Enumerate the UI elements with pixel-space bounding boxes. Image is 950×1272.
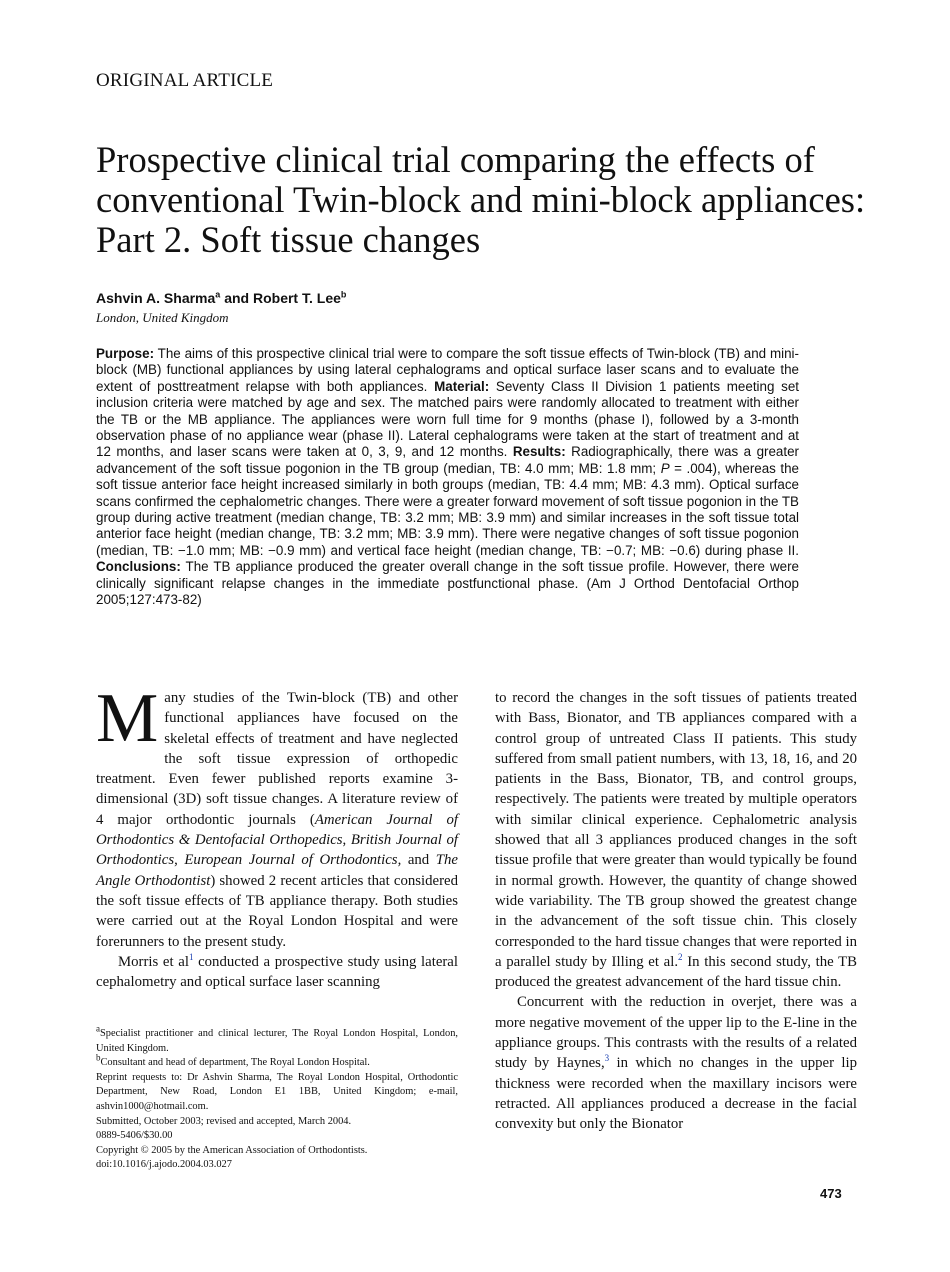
page-number: 473 — [820, 1186, 842, 1201]
author-connector: and — [220, 290, 253, 306]
body-paragraph — [495, 688, 857, 992]
journal-name: The Angle Orthodontist — [96, 852, 458, 889]
footnote-reprint: Reprint requests to: Dr Ashvin Sharma, The Royal London Hospital, Orthodontic Department, New Road, London E1 1BB, United Kingdom; e-mail, ashvin1000@hotmail.com. — [96, 1071, 458, 1112]
abstract-text: Radiographically, there was a greater advancement of the soft tissue pogonion in the TB group (median, TB: 4.0 mm; MB: 1.8 mm; — [96, 444, 799, 476]
footnote-text: Consultant and head of department, The Royal London Hospital. — [100, 1057, 370, 1069]
drop-cap: M — [96, 680, 159, 757]
footnote-affiliation-a — [96, 1023, 458, 1056]
body-paragraph — [96, 952, 458, 993]
abstract-text: P — [660, 460, 670, 476]
abstract-label: Conclusions: — [96, 559, 181, 575]
abstract-label: Results: — [512, 444, 566, 460]
citation-link[interactable]: 3 — [604, 1053, 610, 1064]
abstract-text: The TB appliance produced the greater overall change in the soft tissue profile. However, there were clinically significant relapse changes in the immediate postfunctional phase. (Am J Orthod Dentofacial Orthop 2005;127:473-82) — [96, 559, 799, 608]
footnote-text: Specialist practitioner and clinical lecturer, The Royal London Hospital, London, United Kingdom. — [96, 1028, 458, 1054]
footnote-mark: b — [96, 1052, 101, 1063]
abstract-text: = .004), whereas the soft tissue anterior face height increased similarly in both groups (median, TB: 4.4 mm; MB: 4.3 mm). Optical surface scans confirmed the cephalometric changes. There were a greater forward movement of soft tissue pogonion in the TB group during active treatment (median change, TB: 3.2 mm; MB: 3.9 mm) and similar increases in the soft tissue total anterior face height (median change, TB: 3.2 mm; MB: 3.9 mm). There were negative changes of soft tissue pogonion (median, TB: −1.0 mm; MB: −0.9 mm) and vertical face height (median change, TB: −0.7; MB: −0.6) during phase II. — [96, 460, 800, 558]
body-paragraph — [495, 992, 857, 1134]
abstract-text: Seventy Class II Division 1 patients meeting set inclusion criteria were matched by age and sex. The matched pairs were randomly allocated to treatment with either the TB or the MB appliance. The appliances were worn full time for 9 months (phase I), followed by a 3-month observation phase of no appliance wear (phase II). Lateral cephalograms were taken at the start of treatment and at 12 months, and laser scans were taken at 0, 3, 9, and 12 months. — [96, 378, 799, 460]
journal-name: European Journal of Orthodontics, — [184, 852, 402, 869]
body-text: ) showed 2 recent articles that considered the soft tissue effects of TB appliance therapy. Both studies were carried out at the Royal London Hospital and were forerunners to the present study. — [96, 872, 458, 950]
body-text: Concurrent with the reduction in overjet, there was a more negative movement of the upper lip to the E-line in the appliance groups. This contrasts with the results of a related study by Haynes, — [495, 994, 857, 1072]
article-title: Prospective clinical trial comparing the effects of conventional Twin-block and mini-block appliances: Part 2. Soft tissue changes — [96, 139, 866, 260]
body-column-right — [495, 688, 857, 1135]
body-paragraph — [96, 680, 459, 952]
abstract-text: The aims of this prospective clinical trial were to compare the soft tissue effects of Twin-block (TB) and mini-block (MB) functional appliances by using lateral cephalograms and optical surface laser scans and to evaluate the extent of posttreatment relapse with both appliances. — [96, 346, 799, 394]
journal-name: British Journal of Orthodontics — [96, 832, 458, 869]
footnote-submitted: Submitted, October 2003; revised and accepted, March 2004. — [96, 1115, 352, 1127]
footnote-mark: a — [96, 1023, 100, 1034]
author-name: Ashvin A. Sharma — [96, 290, 216, 306]
affiliation-mark: b — [340, 289, 347, 300]
footnotes — [96, 1023, 458, 1173]
body-text: conducted a prospective study using lateral cephalometry and optical surface laser scanning — [96, 953, 458, 991]
footnote-doi[interactable]: doi:10.1016/j.ajodo.2004.03.027 — [96, 1159, 232, 1171]
affiliation-mark: a — [215, 289, 221, 300]
footnote-affiliation-b — [96, 1052, 458, 1071]
body-text: In this second study, the TB produced the greatest advancement of the hard tissue chin. — [495, 953, 857, 991]
body-text: in which no changes in the upper lip thickness were recorded when the maxillary incisors were retracted. All appliances produced a decrease in the facial convexity but only the Bionator — [495, 1055, 857, 1133]
body-text: , — [174, 852, 185, 869]
journal-name: American Journal of Orthodontics & Dentofacial Orthopedics — [96, 811, 459, 849]
body-text: any studies of the Twin-block (TB) and other functional appliances have focused on the skeletal effects of treatment and have neglected the soft tissue expression of orthopedic treatment. Even fewer published reports examine 3-dimensional (3D) soft tissue changes. A literature review of 4 major orthodontic journals ( — [96, 690, 458, 828]
body-text: and — [401, 852, 436, 869]
body-text: , — [342, 832, 351, 849]
citation-link[interactable]: 1 — [188, 951, 194, 962]
footnote-code: 0889-5406/$30.00 — [96, 1130, 173, 1142]
footnote-copyright: Copyright © 2005 by the American Association of Orthodontists. — [96, 1144, 368, 1156]
abstract-label: Purpose: — [96, 346, 155, 361]
citation-link[interactable]: 2 — [678, 951, 683, 962]
author-name: Robert T. Lee — [252, 290, 341, 306]
section-label: ORIGINAL ARTICLE — [96, 70, 274, 91]
body-column-left — [96, 680, 459, 992]
abstract-label: Material: — [434, 378, 490, 394]
body-text: to record the changes in the soft tissues of patients treated with Bass, Bionator, and TB appliances compared with a control group of untreated Class II patients. This study suffered from small patient numbers, with 13, 18, 16, and 20 patients in the Bass, Bionator, TB, and control groups, respectively. The patients were treated by multiple operators with similar clinical experience. Cephalometric analysis showed that all 3 appliances produced changes in the soft tissue profile that were greater than would typically be found in normal growth. However, the quantity of change showed wide variability. The TB group showed the greatest change in the advancement of the soft tissue chin. This closely corresponded to the hard tissue changes that were reported in a parallel study by Illing et al. — [495, 690, 857, 970]
abstract — [96, 346, 799, 609]
body-text: Morris et al — [118, 953, 189, 970]
author-affiliation: London, United Kingdom — [96, 310, 229, 325]
author-line — [96, 290, 346, 306]
